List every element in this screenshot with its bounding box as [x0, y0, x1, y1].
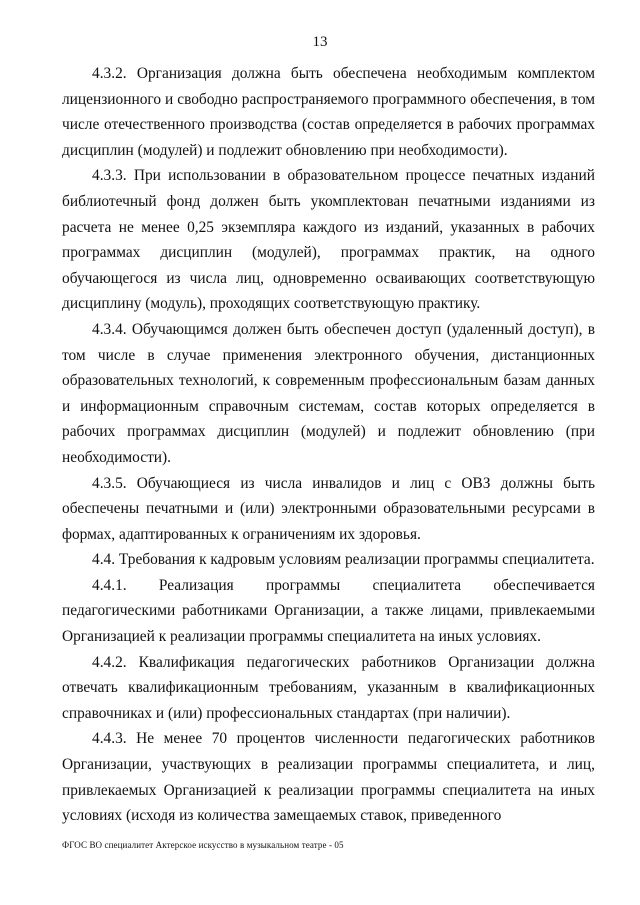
paragraph-4-4-2: 4.4.2. Квалификация педагогических работников Организации должна отвечать квалификационным требованиям, указанным в квалификационных справочниках и (или) профессиональных стандартах (при наличии). — [62, 653, 595, 722]
paragraph-4-3-3: 4.3.3. При использовании в образовательном процессе печатных изданий библиотечный фонд должен быть укомплектован печатными изданиями из расчета не менее 0,25 экземпляра каждого из изданий, указанных в рабочих программах дисциплин (модулей), программах практик, на одного обучающегося из числа лиц, одновременно осваивающих соответствующую дисциплину (модуль), проходящих соответствующую практику. — [62, 167, 595, 313]
page-footer: ФГОС ВО специалитет Актерское искусство в музыкальном театре - 05 — [62, 840, 344, 850]
paragraph-4-4: 4.4. Требования к кадровым условиям реализации программы специалитета. — [92, 551, 595, 569]
paragraph-4-4-1: 4.4.1. Реализация программы специалитета обеспечивается педагогическими работниками Организации, а также лицами, привлекаемыми Организацией к реализации программы специалитета на иных условиях. — [62, 576, 595, 646]
paragraph-4-3-4: 4.3.4. Обучающимся должен быть обеспечен доступ (удаленный доступ), в том числе в случае применения электронного обучения, дистанционных образовательных технологий, к современным профессиональным базам данных и информационным справочным системам, состав которых определяется в рабочих программах дисциплин (модулей) и подлежит обновлению (при необходимости). — [62, 320, 595, 466]
paragraph-4-3-5: 4.3.5. Обучающиеся из числа инвалидов и лиц с ОВЗ должны быть обеспечены печатными и (или) электронными образовательными ресурсами в формах, адаптированных к ограничениям их здоровья. — [62, 474, 595, 543]
paragraph-4-3-2: 4.3.2. Организация должна быть обеспечена необходимым комплектом лицензионного и свободно распространяемого программного обеспечения, в том числе отечественного производства (состав определяется в рабочих программах дисциплин (модулей) и подлежит обновлению при необходимости). — [62, 65, 595, 159]
paragraph-4-4-3: 4.4.3. Не менее 70 процентов численности педагогических работников Организации, участвующих в реализации программы специалитета, и лиц, привлекаемых Организацией к реализации программы специалитета на иных условиях (исходя из количества замещаемых ставок, приведенного — [62, 730, 595, 825]
document-body — [62, 61, 595, 829]
page-number: 13 — [312, 34, 328, 50]
